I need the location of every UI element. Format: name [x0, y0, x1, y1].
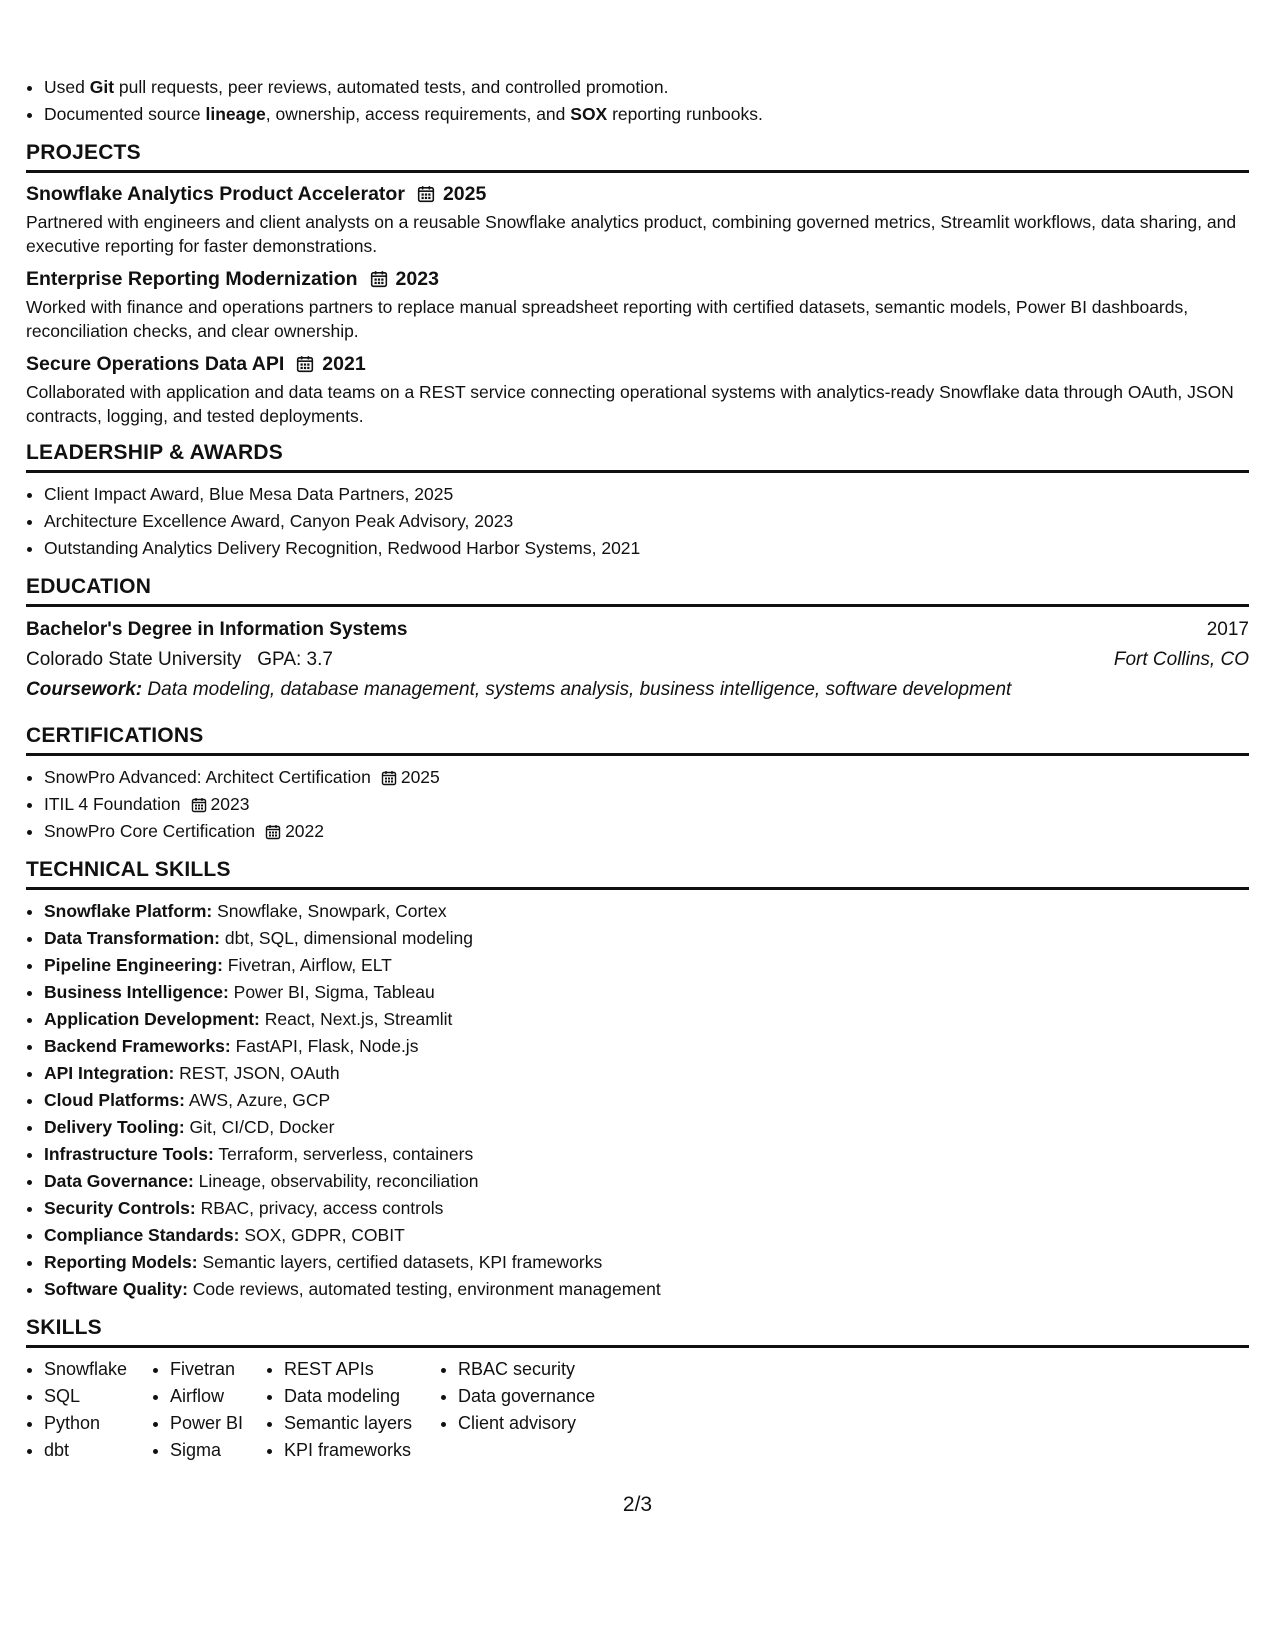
- technical-skill-item: [44, 898, 1249, 925]
- skill-category: Security Controls:: [44, 1198, 196, 1218]
- technical-skill-item: [44, 1087, 1249, 1114]
- skill-category: Snowflake Platform:: [44, 901, 213, 921]
- skill-values: React, Next.js, Streamlit: [259, 1009, 453, 1029]
- coursework-list: Data modeling, database management, systems analysis, business intelligence, software development: [142, 679, 1012, 700]
- certification-item: [44, 791, 1249, 818]
- calendar-icon: [417, 185, 435, 203]
- skill-item: • Data governance: [458, 1383, 595, 1410]
- certification-item: [44, 764, 1249, 791]
- skills-section: [26, 1315, 1249, 1464]
- section-title-technical-skills: TECHNICAL SKILLS: [26, 857, 1249, 890]
- technical-skill-item: [44, 925, 1249, 952]
- degree-title: Bachelor's Degree in Information Systems: [26, 619, 408, 640]
- skill-category: API Integration:: [44, 1063, 175, 1083]
- skill-values: SOX, GDPR, COBIT: [239, 1225, 405, 1245]
- skill-category: Backend Frameworks:: [44, 1036, 231, 1056]
- section-title-projects: PROJECTS: [26, 140, 1249, 173]
- skill-category: Pipeline Engineering:: [44, 955, 223, 975]
- skills-column: [26, 1356, 152, 1464]
- bullet-text: Documented source: [44, 104, 206, 124]
- project-name: Secure Operations Data API: [26, 353, 285, 375]
- skill-values: Terraform, serverless, containers: [213, 1144, 474, 1164]
- skill-category: Cloud Platforms:: [44, 1090, 185, 1110]
- skill-values: Code reviews, automated testing, environment management: [187, 1279, 661, 1299]
- skill-item: • SQL: [44, 1383, 152, 1410]
- bullet-text: reporting runbooks.: [607, 104, 763, 124]
- skill-item: • KPI frameworks: [284, 1437, 440, 1464]
- section-title-leadership: LEADERSHIP & AWARDS: [26, 440, 1249, 473]
- project-header: [26, 266, 1249, 292]
- project-year: 2021: [322, 353, 366, 375]
- project-description: Collaborated with application and data teams on a REST service connecting operational systems with analytics-ready Snowflake data through OAuth, JSON contracts, logging, and tested deployments.: [26, 382, 1234, 426]
- skill-values: dbt, SQL, dimensional modeling: [220, 928, 473, 948]
- technical-skills-section: [26, 857, 1249, 1303]
- certification-year: 2025: [400, 767, 440, 787]
- project-item: [26, 181, 1249, 258]
- projects-section: [26, 140, 1249, 428]
- technical-skill-item: [44, 1114, 1249, 1141]
- project-description: Partnered with engineers and client analysts on a reusable Snowflake analytics product, combining governed metrics, Streamlit workflows, data sharing, and executive reporting for faster demonstrations.: [26, 212, 1237, 256]
- skill-category: Reporting Models:: [44, 1252, 198, 1272]
- page-number: 2/3: [622, 1493, 653, 1516]
- technical-skills-list: [26, 898, 1249, 1303]
- leadership-section: [26, 440, 1249, 562]
- education-section: [26, 574, 1249, 705]
- skill-values: Git, CI/CD, Docker: [184, 1117, 335, 1137]
- skill-category: Delivery Tooling:: [44, 1117, 185, 1137]
- award-item: • Client Impact Award, Blue Mesa Data Partners, 2025: [44, 481, 1249, 508]
- certification-year: 2022: [285, 821, 324, 841]
- calendar-icon: [296, 355, 314, 373]
- skill-category: Business Intelligence:: [44, 982, 229, 1002]
- technical-skill-item: [44, 1060, 1249, 1087]
- skills-column: [152, 1356, 266, 1464]
- skill-item: • Snowflake: [44, 1356, 152, 1383]
- project-header: [26, 181, 1249, 207]
- technical-skill-item: [44, 1033, 1249, 1060]
- bullet-text: Used: [44, 77, 90, 97]
- skill-category: Application Development:: [44, 1009, 260, 1029]
- award-item: • Architecture Excellence Award, Canyon Peak Advisory, 2023: [44, 508, 1249, 535]
- skill-category: Data Governance:: [44, 1171, 194, 1191]
- technical-skill-item: [44, 1168, 1249, 1195]
- skill-item: • Sigma: [170, 1437, 266, 1464]
- skill-item: • Fivetran: [170, 1356, 266, 1383]
- experience-bullets: [26, 74, 1249, 128]
- skill-values: RBAC, privacy, access controls: [195, 1198, 444, 1218]
- project-year: 2023: [395, 268, 439, 290]
- section-title-certifications: CERTIFICATIONS: [26, 723, 1249, 756]
- technical-skill-item: [44, 1222, 1249, 1249]
- bold-keyword: SOX: [570, 104, 608, 124]
- bold-keyword: lineage: [205, 104, 266, 124]
- bullet-text: pull requests, peer reviews, automated tests, and controlled promotion.: [114, 77, 669, 97]
- skill-category: Software Quality:: [44, 1279, 188, 1299]
- calendar-icon: [265, 824, 281, 840]
- certification-name: ITIL 4 Foundation: [44, 794, 181, 814]
- gpa: GPA: 3.7: [257, 649, 333, 670]
- graduation-year: 2017: [1206, 619, 1249, 640]
- section-title-skills: SKILLS: [26, 1315, 1249, 1348]
- experience-bullet: [44, 74, 1249, 101]
- skill-values: FastAPI, Flask, Node.js: [230, 1036, 419, 1056]
- certification-name: SnowPro Advanced: Architect Certification: [44, 767, 371, 787]
- skill-item: • Client advisory: [458, 1410, 595, 1437]
- resume-page: [26, 74, 1249, 1464]
- certification-year: 2023: [210, 794, 250, 814]
- project-header: [26, 351, 1249, 377]
- skill-item: • dbt: [44, 1437, 152, 1464]
- technical-skill-item: [44, 1249, 1249, 1276]
- technical-skill-item: [44, 952, 1249, 979]
- coursework-label: Coursework:: [26, 679, 143, 700]
- skill-item: • Semantic layers: [284, 1410, 440, 1437]
- bullet-text: , ownership, access requirements, and: [265, 104, 571, 124]
- skill-category: Data Transformation:: [44, 928, 220, 948]
- bold-keyword: Git: [89, 77, 115, 97]
- award-item: • Outstanding Analytics Delivery Recognition, Redwood Harbor Systems, 2021: [44, 535, 1249, 562]
- technical-skill-item: [44, 979, 1249, 1006]
- calendar-icon: [191, 797, 207, 813]
- skill-item: • Airflow: [170, 1383, 266, 1410]
- experience-bullet: [44, 101, 1249, 128]
- skill-values: Power BI, Sigma, Tableau: [228, 982, 435, 1002]
- certification-item: [44, 818, 1249, 845]
- skill-values: REST, JSON, OAuth: [174, 1063, 340, 1083]
- technical-skill-item: [44, 1006, 1249, 1033]
- section-title-education: EDUCATION: [26, 574, 1249, 607]
- project-name: Enterprise Reporting Modernization: [26, 268, 358, 290]
- school-name: Colorado State University: [26, 649, 242, 670]
- skills-grid: [26, 1356, 1249, 1464]
- project-item: [26, 266, 1249, 343]
- leadership-list: [26, 481, 1249, 562]
- technical-skill-item: [44, 1195, 1249, 1222]
- project-name: Snowflake Analytics Product Accelerator: [26, 183, 405, 205]
- skill-item: • REST APIs: [284, 1356, 440, 1383]
- skill-values: Lineage, observability, reconciliation: [193, 1171, 479, 1191]
- skills-column: [266, 1356, 440, 1464]
- calendar-icon: [381, 770, 397, 786]
- skill-item: • Python: [44, 1410, 152, 1437]
- skill-values: Semantic layers, certified datasets, KPI frameworks: [197, 1252, 603, 1272]
- skill-values: Fivetran, Airflow, ELT: [222, 955, 392, 975]
- calendar-icon: [370, 270, 388, 288]
- skill-category: Infrastructure Tools:: [44, 1144, 214, 1164]
- school-location: Fort Collins, CO: [1113, 649, 1249, 670]
- certification-name: SnowPro Core Certification: [44, 821, 256, 841]
- coursework: [26, 675, 1249, 705]
- project-item: [26, 351, 1249, 428]
- skill-item: • Data modeling: [284, 1383, 440, 1410]
- certifications-list: [26, 764, 1249, 845]
- technical-skill-item: [44, 1276, 1249, 1303]
- certifications-section: [26, 723, 1249, 845]
- skills-column: [440, 1356, 595, 1464]
- skill-item: • RBAC security: [458, 1356, 595, 1383]
- skill-values: Snowflake, Snowpark, Cortex: [212, 901, 447, 921]
- skill-values: AWS, Azure, GCP: [184, 1090, 331, 1110]
- project-description: Worked with finance and operations partners to replace manual spreadsheet reporting with certified datasets, semantic models, Power BI dashboards, reconciliation checks, and clear ownership.: [26, 297, 1189, 341]
- technical-skill-item: [44, 1141, 1249, 1168]
- skill-category: Compliance Standards:: [44, 1225, 240, 1245]
- skill-item: • Power BI: [170, 1410, 266, 1437]
- project-year: 2025: [442, 183, 487, 205]
